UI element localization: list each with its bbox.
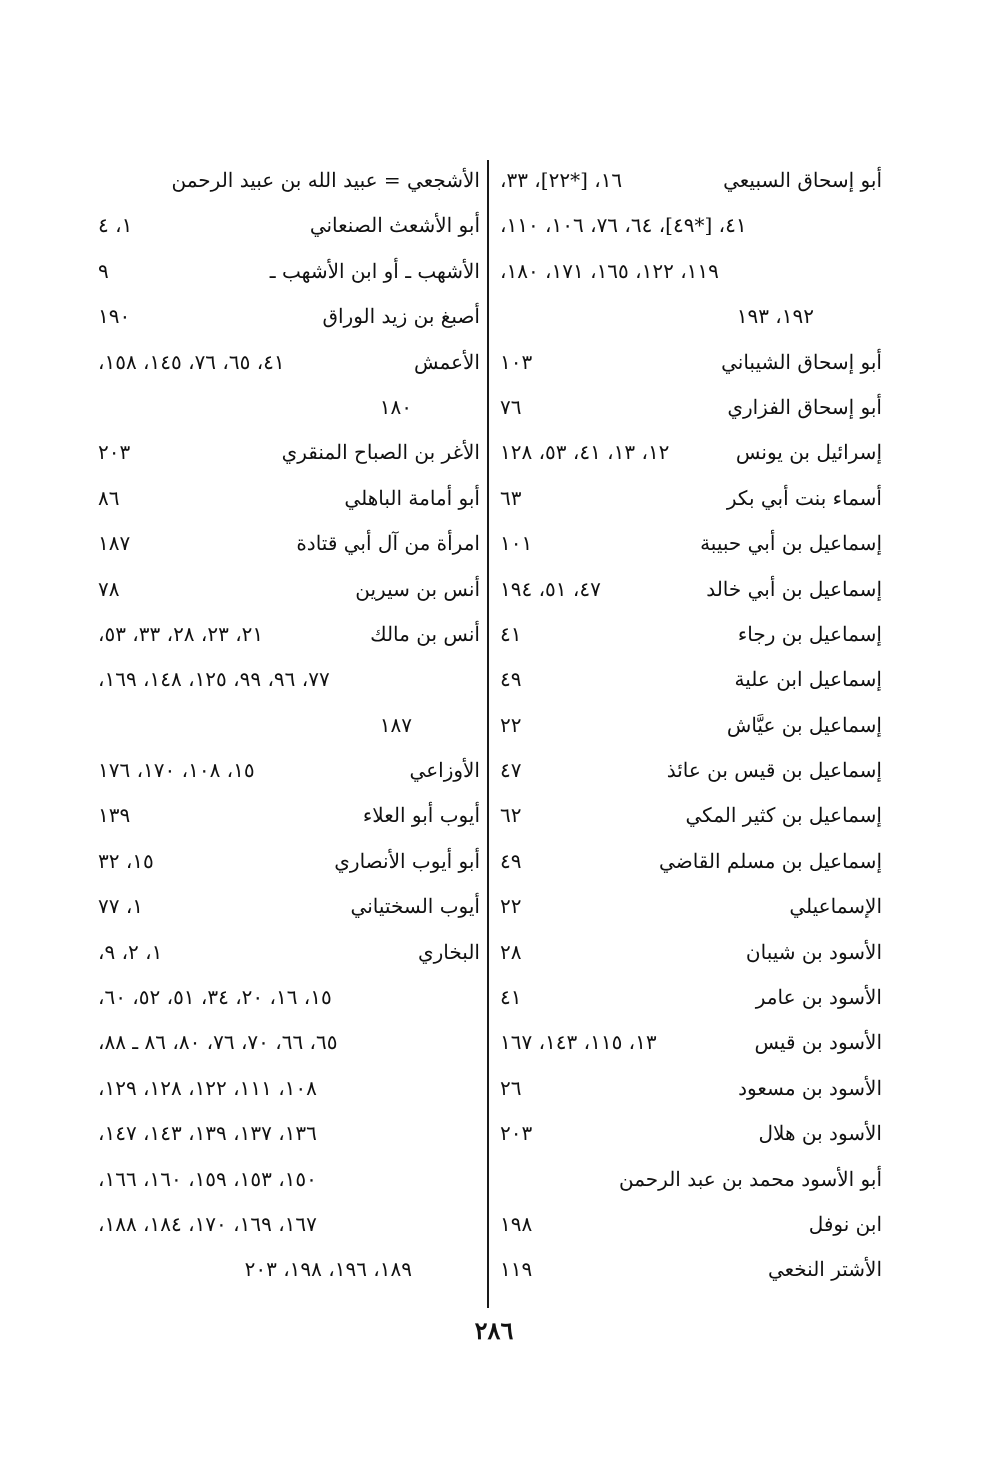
entry-pages: ١٣٩ bbox=[98, 803, 131, 828]
entry-pages: ٦٥، ٦٦، ٧٠، ٧٦، ٨٠، ٨٦ ـ ٨٨، bbox=[98, 1030, 338, 1055]
index-entry bbox=[500, 249, 882, 294]
index-entry bbox=[500, 612, 882, 657]
entry-name: الأسود بن عامر bbox=[755, 985, 882, 1010]
index-entry bbox=[98, 1157, 480, 1202]
index-entry bbox=[500, 294, 882, 339]
entry-pages: ١، ٢، ٩، bbox=[98, 939, 163, 964]
index-entry bbox=[98, 703, 480, 748]
entry-pages: ١٨٩، ١٩٦، ١٩٨، ٢٠٣ bbox=[244, 1257, 412, 1282]
entry-pages: ٤١ bbox=[500, 621, 522, 646]
entry-pages: ١٣، ١١٥، ١٤٣، ١٦٧ bbox=[500, 1030, 657, 1055]
index-entry bbox=[500, 340, 882, 385]
entry-pages: ٢٠٣ bbox=[500, 1121, 533, 1146]
entry-pages: ١٥٠، ١٥٣، ١٥٩، ١٦٠، ١٦٦، bbox=[98, 1166, 317, 1191]
entry-name: البخاري bbox=[417, 939, 480, 964]
index-entry bbox=[500, 657, 882, 702]
entry-name: أبو الأشعث الصنعاني bbox=[309, 213, 480, 238]
entry-name: الأشهب ـ أو ابن الأشهب ـ bbox=[269, 258, 480, 283]
entry-name: إسماعيل بن أبي خالد bbox=[706, 576, 882, 601]
index-entry bbox=[98, 1202, 480, 1247]
entry-pages: ١٦٧، ١٦٩، ١٧٠، ١٨٤، ١٨٨، bbox=[98, 1211, 317, 1236]
entry-pages: ٧٧، ٩٦، ٩٩، ١٢٥، ١٤٨، ١٦٩، bbox=[98, 667, 330, 692]
index-entry bbox=[98, 567, 480, 612]
entry-name: أيوب السختياني bbox=[350, 894, 480, 919]
entry-name: أيوب أبو العلاء bbox=[362, 803, 480, 828]
entry-pages: ٤١ bbox=[500, 985, 522, 1010]
entry-pages: ١٠٨، ١١١، ١٢٢، ١٢٨، ١٢٩، bbox=[98, 1075, 317, 1100]
index-entry bbox=[98, 1111, 480, 1156]
index-entry bbox=[98, 1066, 480, 1111]
entry-pages: ١٣٦، ١٣٧، ١٣٩، ١٤٣، ١٤٧، bbox=[98, 1121, 317, 1146]
index-entry bbox=[500, 839, 882, 884]
entry-name: أسماء بنت أبي بكر bbox=[726, 485, 882, 510]
entry-pages: ١٨٠ bbox=[379, 394, 412, 419]
index-entry bbox=[500, 385, 882, 430]
index-entry bbox=[500, 430, 882, 475]
index-entry bbox=[98, 930, 480, 975]
index-entry bbox=[500, 203, 882, 248]
index-entry bbox=[98, 385, 480, 430]
entry-name: ابن نوفل bbox=[808, 1211, 882, 1236]
entry-name: الأوزاعي bbox=[409, 758, 480, 783]
entry-pages: ٦٣ bbox=[500, 485, 522, 510]
entry-pages: ٤٧ bbox=[500, 758, 522, 783]
entry-name: أبو إسحاق السبيعي bbox=[723, 168, 882, 192]
index-column-left bbox=[98, 158, 480, 1293]
entry-pages: ٦٢ bbox=[500, 803, 522, 828]
entry-name: الأسود بن قيس bbox=[754, 1030, 882, 1055]
entry-pages: ٩ bbox=[98, 258, 109, 283]
index-entry bbox=[98, 430, 480, 475]
index-entry bbox=[500, 158, 882, 203]
entry-name: أبو إسحاق الشيباني bbox=[721, 349, 882, 374]
entry-pages: ١٩٠ bbox=[98, 304, 131, 329]
entry-pages: ٢٦ bbox=[500, 1075, 522, 1100]
index-entry bbox=[98, 1020, 480, 1065]
index-entry bbox=[500, 975, 882, 1020]
entry-pages: ١١٩ bbox=[500, 1257, 533, 1282]
entry-pages: ٧٦ bbox=[500, 394, 522, 419]
entry-name: الأشتر النخعي bbox=[767, 1257, 882, 1282]
entry-pages: ٢٠٣ bbox=[98, 440, 131, 465]
index-entry bbox=[500, 1157, 882, 1202]
entry-name: أنس بن سيرين bbox=[355, 576, 480, 601]
entry-pages: ٤١، ٦٥، ٧٦، ١٤٥، ١٥٨، bbox=[98, 349, 285, 374]
entry-pages: ١١٩، ١٢٢، ١٦٥، ١٧١، ١٨٠، bbox=[500, 258, 719, 283]
entry-name: أنس بن مالك bbox=[370, 621, 480, 646]
index-entry bbox=[500, 748, 882, 793]
entry-pages: ١٠١ bbox=[500, 531, 533, 556]
entry-pages: ١٦، [*٢٢]، ٣٣، bbox=[500, 168, 623, 192]
index-entry bbox=[500, 567, 882, 612]
entry-pages: ١٥، ١٠٨، ١٧٠، ١٧٦ bbox=[98, 758, 255, 783]
entry-name: إسماعيل ابن علية bbox=[734, 667, 882, 692]
entry-pages: ٤٧، ٥١، ١٩٤ bbox=[500, 576, 601, 601]
entry-pages: ١٩٨ bbox=[500, 1211, 533, 1236]
index-entry bbox=[500, 521, 882, 566]
index-entry bbox=[98, 839, 480, 884]
entry-name: الأعمش bbox=[414, 349, 480, 374]
index-entry bbox=[98, 793, 480, 838]
entry-pages: ١٥، ٣٢ bbox=[98, 848, 154, 873]
index-entry bbox=[500, 703, 882, 748]
index-entry bbox=[500, 930, 882, 975]
entry-pages: ١٢، ١٣، ٤١، ٥٣، ١٢٨ bbox=[500, 440, 670, 465]
entry-name: إسماعيل بن رجاء bbox=[737, 621, 882, 646]
index-entry bbox=[98, 884, 480, 929]
index-entry bbox=[98, 476, 480, 521]
entry-pages: ١٩٢، ١٩٣ bbox=[736, 304, 814, 329]
index-entry bbox=[500, 1202, 882, 1247]
entry-pages: ٤٩ bbox=[500, 848, 522, 873]
entry-pages: ٧٨ bbox=[98, 576, 120, 601]
index-entry bbox=[500, 1111, 882, 1156]
index-entry bbox=[98, 203, 480, 248]
entry-name: إسماعيل بن أبي حبيبة bbox=[700, 531, 882, 556]
entry-name: أبو إسحاق الفزاري bbox=[727, 394, 882, 419]
index-entry bbox=[98, 294, 480, 339]
entry-pages: ٢٨ bbox=[500, 939, 522, 964]
entry-pages: ٢٢ bbox=[500, 712, 522, 737]
entry-name: إسماعيل بن عيَّاش bbox=[726, 712, 882, 737]
entry-pages: ٤١، [*٤٩]، ٦٤، ٧٦، ١٠٦، ١١٠، bbox=[500, 213, 747, 238]
entry-pages: ١٨٧ bbox=[379, 712, 412, 737]
entry-pages: ٤٩ bbox=[500, 667, 522, 692]
entry-pages: ٢١، ٢٣، ٢٨، ٣٣، ٥٣، bbox=[98, 621, 264, 646]
page-number: ٢٨٦ bbox=[474, 1316, 514, 1345]
index-entry bbox=[98, 748, 480, 793]
column-divider bbox=[487, 160, 489, 1308]
index-entry bbox=[98, 158, 480, 203]
entry-name: إسماعيل بن مسلم القاضي bbox=[659, 848, 882, 873]
index-entry bbox=[98, 340, 480, 385]
index-entry bbox=[500, 1066, 882, 1111]
entry-name: الأسود بن هلال bbox=[758, 1121, 882, 1146]
entry-name: أصبغ بن زيد الوراق bbox=[322, 304, 480, 329]
index-column-right bbox=[500, 158, 882, 1293]
index-entry bbox=[500, 793, 882, 838]
index-entry bbox=[98, 975, 480, 1020]
entry-name: الأسود بن مسعود bbox=[738, 1075, 882, 1100]
index-entry bbox=[500, 476, 882, 521]
entry-name: إسرائيل بن يونس bbox=[735, 440, 882, 465]
entry-pages: ١٨٧ bbox=[98, 531, 131, 556]
index-entry bbox=[98, 249, 480, 294]
index-entry bbox=[500, 1247, 882, 1292]
entry-name: إسماعيل بن كثير المكي bbox=[685, 803, 882, 828]
entry-name: الأشجعي = عبيد الله بن عبيد الرحمن bbox=[171, 168, 480, 192]
index-entry bbox=[98, 612, 480, 657]
entry-name: الأسود بن شيبان bbox=[745, 939, 882, 964]
entry-pages: ٢٢ bbox=[500, 894, 522, 919]
index-entry bbox=[500, 884, 882, 929]
entry-name: أبو الأسود محمد بن عبد الرحمن bbox=[619, 1166, 882, 1191]
entry-pages: ١٥، ١٦، ٢٠، ٣٤، ٥١، ٥٢، ٦٠، bbox=[98, 985, 332, 1010]
entry-pages: ١، ٤ bbox=[98, 213, 133, 238]
entry-pages: ٨٦ bbox=[98, 485, 120, 510]
index-entry bbox=[500, 1020, 882, 1065]
entry-name: الإسماعيلي bbox=[789, 894, 882, 919]
entry-name: امرأة من آل أبي قتادة bbox=[296, 531, 480, 556]
entry-name: أبو أيوب الأنصاري bbox=[334, 848, 480, 873]
index-entry bbox=[98, 657, 480, 702]
index-entry bbox=[98, 1247, 480, 1292]
entry-pages: ١٠٣ bbox=[500, 349, 533, 374]
entry-name: أبو أمامة الباهلي bbox=[344, 485, 480, 510]
entry-pages: ١، ٧٧ bbox=[98, 894, 144, 919]
entry-name: الأغر بن الصباح المنقري bbox=[281, 440, 480, 465]
entry-name: إسماعيل بن قيس بن عائذ bbox=[666, 758, 882, 783]
index-entry bbox=[98, 521, 480, 566]
